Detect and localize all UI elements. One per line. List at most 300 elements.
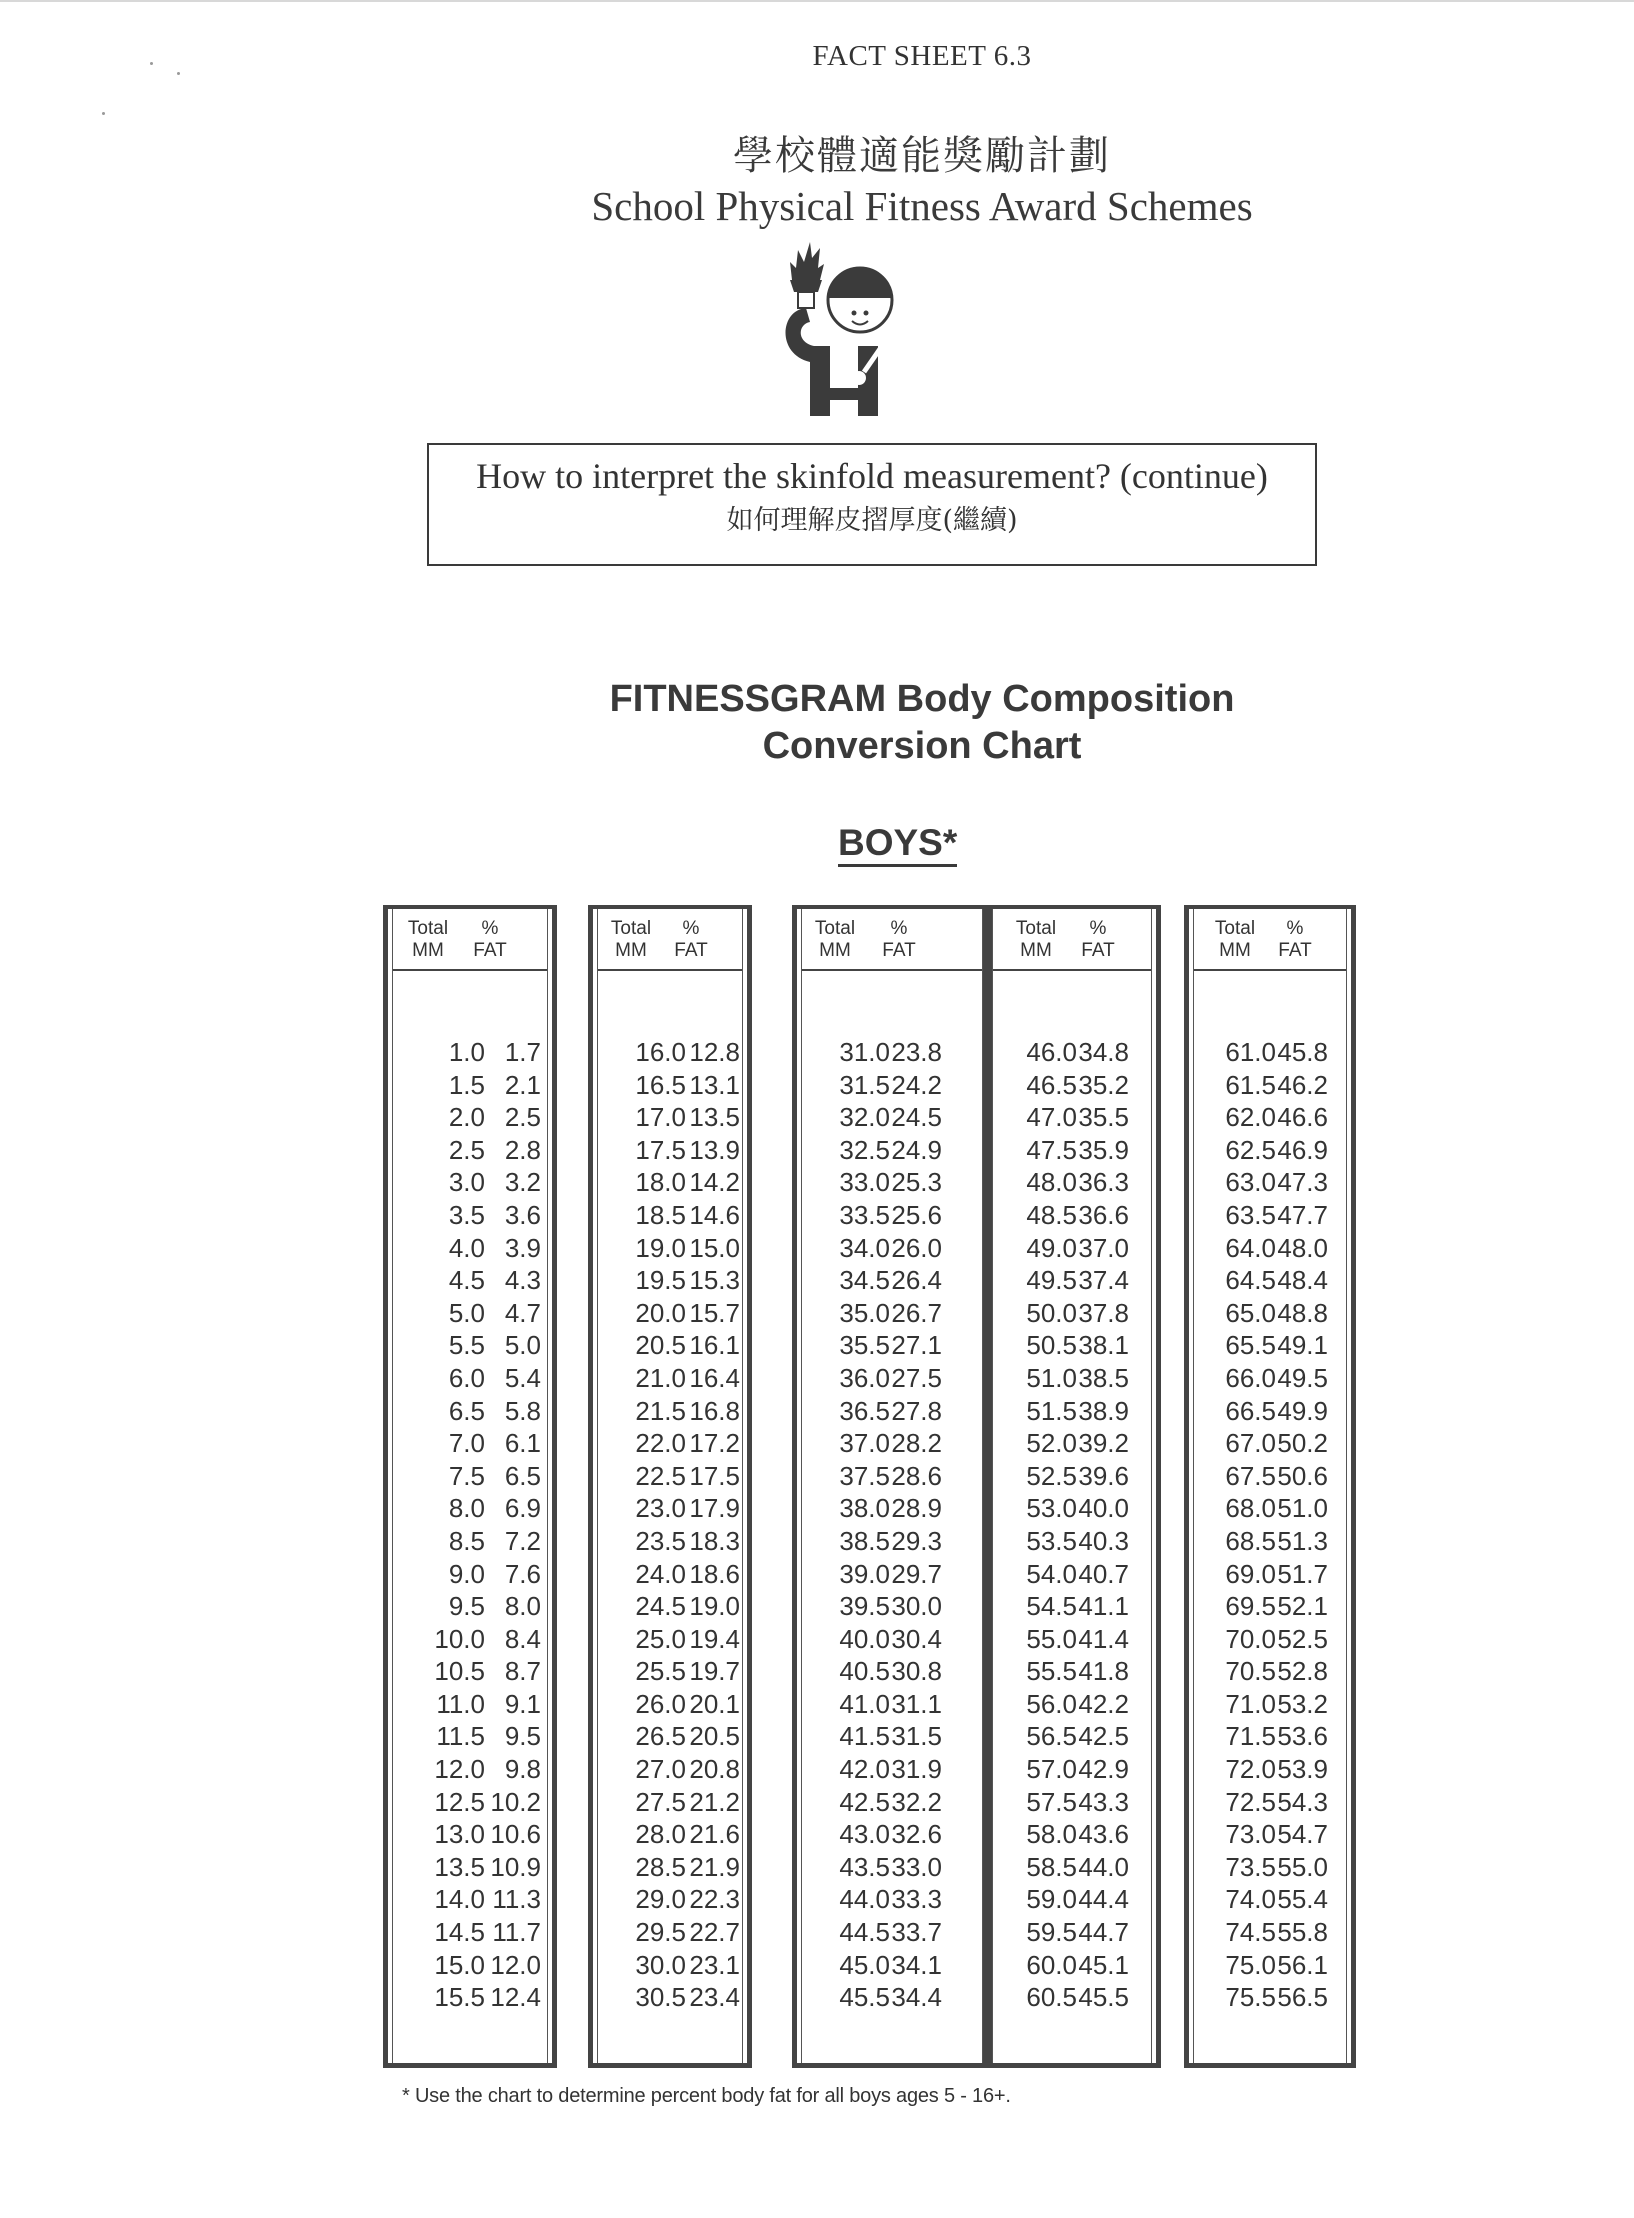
table-row	[993, 1655, 1151, 1688]
total-mm-value: 34.0	[839, 1232, 890, 1263]
table-row	[598, 1166, 742, 1199]
percent-fat-value: 44.4	[1078, 1884, 1129, 1915]
header-total-mm	[1001, 918, 1071, 962]
percent-fat-value: 42.2	[1078, 1688, 1129, 1719]
total-mm-value: 30.0	[635, 1949, 686, 1980]
table-row	[993, 1395, 1151, 1428]
percent-fat-value: 56.1	[1277, 1949, 1328, 1980]
percent-fat-value: 10.2	[490, 1786, 541, 1817]
table-row	[993, 1883, 1151, 1916]
total-mm-value: 58.0	[1026, 1819, 1077, 1850]
group-heading-boys: BOYS*	[838, 822, 957, 867]
percent-fat-value: 8.7	[504, 1656, 541, 1687]
table-row	[598, 1720, 742, 1753]
table-row	[993, 1427, 1151, 1460]
table-row	[802, 1688, 982, 1721]
header-total-label: Total	[814, 918, 856, 939]
percent-fat-value: 31.1	[891, 1688, 942, 1719]
total-mm-value: 5.0	[448, 1297, 485, 1328]
table-row	[393, 1297, 547, 1330]
total-mm-value: 52.0	[1026, 1428, 1077, 1459]
table-row	[1194, 1916, 1346, 1949]
total-mm-value: 4.5	[448, 1265, 485, 1296]
title-english: School Physical Fitness Award Schemes	[591, 183, 1253, 229]
fact-sheet-label: FACT SHEET 6.3	[812, 40, 1032, 72]
header-fat-label: FAT	[1081, 940, 1115, 961]
percent-fat-value: 41.1	[1078, 1591, 1129, 1622]
percent-fat-value: 11.7	[492, 1917, 541, 1948]
percent-fat-value: 16.8	[689, 1395, 740, 1426]
total-mm-value: 8.0	[448, 1493, 485, 1524]
total-mm-value: 53.0	[1026, 1493, 1077, 1524]
total-mm-value: 39.0	[839, 1558, 890, 1589]
total-mm-value: 8.5	[448, 1525, 485, 1556]
percent-fat-value: 40.3	[1078, 1525, 1129, 1556]
header-mm-label: MM	[615, 940, 647, 961]
table-row	[598, 1655, 742, 1688]
table-row	[1194, 1395, 1346, 1428]
total-mm-value: 1.0	[448, 1037, 485, 1067]
total-mm-value: 36.5	[839, 1395, 890, 1426]
total-mm-value: 23.5	[635, 1525, 686, 1556]
percent-fat-value: 37.0	[1078, 1232, 1129, 1263]
table-row	[1194, 1786, 1346, 1819]
total-mm-value: 10.0	[434, 1623, 485, 1654]
table-row	[802, 1949, 982, 1982]
table-row	[598, 1362, 742, 1395]
table-row	[393, 1525, 547, 1558]
table-row	[393, 1753, 547, 1786]
total-mm-value: 36.0	[839, 1362, 890, 1393]
table-row	[1194, 1069, 1346, 1102]
table-row	[993, 1036, 1151, 1069]
total-mm-value: 54.0	[1026, 1558, 1077, 1589]
total-mm-value: 64.5	[1225, 1265, 1276, 1296]
percent-fat-value: 38.1	[1078, 1330, 1129, 1361]
table-row	[598, 1949, 742, 1982]
table-row	[1194, 1655, 1346, 1688]
percent-fat-value: 21.9	[689, 1851, 740, 1882]
percent-fat-value: 55.4	[1277, 1884, 1328, 1915]
question-box	[427, 443, 1317, 566]
total-mm-value: 70.0	[1225, 1623, 1276, 1654]
table-row	[802, 1492, 982, 1525]
table-row	[393, 1883, 547, 1916]
total-mm-value: 10.5	[434, 1656, 485, 1687]
table-row	[598, 1623, 742, 1656]
table-rows	[598, 1036, 742, 2014]
total-mm-value: 68.0	[1225, 1493, 1276, 1524]
table-row	[993, 1329, 1151, 1362]
table-row	[1194, 1720, 1346, 1753]
percent-fat-value: 40.7	[1078, 1558, 1129, 1589]
percent-fat-value: 38.5	[1078, 1362, 1129, 1393]
table-row	[598, 1297, 742, 1330]
table-row	[802, 1232, 982, 1265]
question-english: How to interpret the skinfold measurement? (continue)	[476, 456, 1268, 496]
total-mm-value: 25.5	[635, 1656, 686, 1687]
total-mm-value: 21.5	[635, 1395, 686, 1426]
percent-fat-value: 43.6	[1078, 1819, 1129, 1850]
percent-fat-value: 2.8	[504, 1134, 541, 1165]
percent-fat-value: 44.0	[1078, 1851, 1129, 1882]
table-row	[993, 1558, 1151, 1591]
table-row	[598, 1851, 742, 1884]
total-mm-value: 41.5	[839, 1721, 890, 1752]
table-row	[802, 1395, 982, 1428]
table-row	[802, 1525, 982, 1558]
table-row	[1194, 1232, 1346, 1265]
table-row	[1194, 1949, 1346, 1982]
percent-fat-value: 44.7	[1078, 1917, 1129, 1948]
percent-fat-value: 18.3	[689, 1525, 740, 1556]
header-total-label: Total	[407, 918, 449, 939]
total-mm-value: 37.0	[839, 1428, 890, 1459]
percent-fat-value: 35.5	[1078, 1102, 1129, 1133]
percent-fat-value: 27.5	[891, 1362, 942, 1393]
percent-fat-value: 48.4	[1277, 1265, 1328, 1296]
table-row	[1194, 1101, 1346, 1134]
table-row	[598, 1264, 742, 1297]
table-row	[1194, 1590, 1346, 1623]
table-inner-frame	[597, 909, 743, 2063]
percent-fat-value: 52.5	[1277, 1623, 1328, 1654]
percent-fat-value: 12.0	[490, 1949, 541, 1980]
table-inner-frame	[1193, 909, 1347, 2063]
total-mm-value: 48.0	[1026, 1167, 1077, 1198]
chart-title-line2: Conversion Chart	[762, 725, 1082, 767]
header-percent-fat	[1063, 918, 1133, 962]
total-mm-value: 60.0	[1026, 1949, 1077, 1980]
total-mm-value: 70.5	[1225, 1656, 1276, 1687]
percent-fat-value: 48.0	[1277, 1232, 1328, 1263]
table-row	[393, 1786, 547, 1819]
total-mm-value: 56.5	[1026, 1721, 1077, 1752]
table-row	[993, 1134, 1151, 1167]
percent-fat-value: 23.1	[689, 1949, 740, 1980]
table-row	[393, 1460, 547, 1493]
percent-fat-value: 17.5	[689, 1460, 740, 1491]
total-mm-value: 56.0	[1026, 1688, 1077, 1719]
title-chinese: 學校體適能獎勵計劃	[733, 133, 1111, 179]
percent-fat-value: 20.1	[689, 1688, 740, 1719]
table-row	[393, 1623, 547, 1656]
percent-fat-value: 10.6	[490, 1819, 541, 1850]
percent-fat-value: 34.1	[891, 1949, 942, 1980]
percent-fat-value: 4.3	[504, 1265, 541, 1296]
total-mm-value: 30.5	[635, 1982, 686, 2013]
percent-fat-value: 16.1	[689, 1330, 740, 1361]
total-mm-value: 1.5	[448, 1069, 485, 1100]
total-mm-value: 7.0	[448, 1428, 485, 1459]
total-mm-value: 35.5	[839, 1330, 890, 1361]
percent-fat-value: 28.9	[891, 1493, 942, 1524]
table-row	[1194, 1492, 1346, 1525]
percent-fat-value: 18.6	[689, 1558, 740, 1589]
total-mm-value: 9.5	[448, 1591, 485, 1622]
percent-fat-value: 41.8	[1078, 1656, 1129, 1687]
table-row	[993, 1590, 1151, 1623]
conversion-table-4	[983, 905, 1161, 2068]
table-row	[993, 1949, 1151, 1982]
percent-fat-value: 32.6	[891, 1819, 942, 1850]
table-row	[598, 1525, 742, 1558]
percent-fat-value: 3.2	[504, 1167, 541, 1198]
percent-fat-value: 25.3	[891, 1167, 942, 1198]
percent-fat-value: 36.3	[1078, 1167, 1129, 1198]
table-row	[993, 1264, 1151, 1297]
total-mm-value: 72.0	[1225, 1754, 1276, 1785]
total-mm-value: 42.5	[839, 1786, 890, 1817]
conversion-table-1	[383, 905, 557, 2068]
total-mm-value: 27.5	[635, 1786, 686, 1817]
table-row	[598, 1753, 742, 1786]
table-row	[802, 1460, 982, 1493]
percent-fat-value: 14.2	[689, 1167, 740, 1198]
header-total-mm	[393, 918, 463, 962]
percent-fat-value: 12.4	[490, 1982, 541, 2013]
percent-fat-value: 53.6	[1277, 1721, 1328, 1752]
percent-fat-value: 5.4	[504, 1362, 541, 1393]
total-mm-value: 34.5	[839, 1265, 890, 1296]
table-header	[598, 909, 742, 971]
table-row	[598, 1460, 742, 1493]
table-row	[1194, 1623, 1346, 1656]
total-mm-value: 66.0	[1225, 1362, 1276, 1393]
table-row	[393, 1395, 547, 1428]
percent-fat-value: 46.2	[1277, 1069, 1328, 1100]
header-percent-fat	[455, 918, 525, 962]
table-row	[598, 1232, 742, 1265]
percent-fat-value: 27.1	[891, 1330, 942, 1361]
percent-fat-value: 34.4	[891, 1982, 942, 2013]
percent-fat-value: 7.6	[504, 1558, 541, 1589]
footnote: * Use the chart to determine percent body fat for all boys ages 5 - 16+.	[402, 2085, 1011, 2107]
percent-fat-value: 26.7	[891, 1297, 942, 1328]
table-row	[802, 1134, 982, 1167]
total-mm-value: 2.5	[448, 1134, 485, 1165]
total-mm-value: 16.0	[635, 1037, 686, 1067]
table-row	[1194, 1851, 1346, 1884]
total-mm-value: 44.5	[839, 1917, 890, 1948]
total-mm-value: 5.5	[448, 1330, 485, 1361]
total-mm-value: 38.0	[839, 1493, 890, 1524]
percent-fat-value: 24.9	[891, 1134, 942, 1165]
table-row	[598, 1590, 742, 1623]
table-row	[598, 1329, 742, 1362]
table-row	[393, 1069, 547, 1102]
table-row	[393, 1199, 547, 1232]
table-row	[1194, 1818, 1346, 1851]
header-percent-fat	[864, 918, 934, 962]
header-fat-label: FAT	[882, 940, 916, 961]
total-mm-value: 66.5	[1225, 1395, 1276, 1426]
table-row	[1194, 1525, 1346, 1558]
total-mm-value: 57.5	[1026, 1786, 1077, 1817]
total-mm-value: 46.0	[1026, 1037, 1077, 1067]
page-top-edge	[0, 0, 1634, 2]
table-row	[393, 1232, 547, 1265]
percent-fat-value: 48.8	[1277, 1297, 1328, 1328]
total-mm-value: 44.0	[839, 1884, 890, 1915]
percent-fat-value: 39.6	[1078, 1460, 1129, 1491]
total-mm-value: 49.5	[1026, 1265, 1077, 1296]
percent-fat-value: 31.5	[891, 1721, 942, 1752]
total-mm-value: 46.5	[1026, 1069, 1077, 1100]
header-mm-label: MM	[1219, 940, 1251, 961]
table-row	[802, 1427, 982, 1460]
table-row	[802, 1362, 982, 1395]
percent-fat-value: 21.6	[689, 1819, 740, 1850]
table-row	[1194, 1166, 1346, 1199]
percent-fat-value: 34.8	[1078, 1037, 1129, 1067]
percent-fat-value: 45.1	[1078, 1949, 1129, 1980]
total-mm-value: 74.5	[1225, 1917, 1276, 1948]
table-row	[993, 1492, 1151, 1525]
table-inner-frame	[801, 909, 983, 2063]
total-mm-value: 73.0	[1225, 1819, 1276, 1850]
total-mm-value: 19.5	[635, 1265, 686, 1296]
total-mm-value: 15.0	[434, 1949, 485, 1980]
percent-fat-value: 53.2	[1277, 1688, 1328, 1719]
table-row	[1194, 1427, 1346, 1460]
total-mm-value: 75.5	[1225, 1982, 1276, 2013]
total-mm-value: 12.5	[434, 1786, 485, 1817]
total-mm-value: 29.5	[635, 1917, 686, 1948]
percent-fat-value: 52.1	[1277, 1591, 1328, 1622]
percent-fat-value: 5.8	[504, 1395, 541, 1426]
torch-bearer-mascot-icon	[780, 238, 910, 418]
table-row	[802, 1101, 982, 1134]
percent-fat-value: 25.6	[891, 1199, 942, 1230]
percent-fat-value: 50.6	[1277, 1460, 1328, 1491]
percent-fat-value: 13.1	[689, 1069, 740, 1100]
total-mm-value: 48.5	[1026, 1199, 1077, 1230]
percent-fat-value: 33.3	[891, 1884, 942, 1915]
header-percent-label: %	[1286, 918, 1304, 939]
percent-fat-value: 9.5	[504, 1721, 541, 1752]
total-mm-value: 25.0	[635, 1623, 686, 1654]
percent-fat-value: 6.9	[504, 1493, 541, 1524]
percent-fat-value: 22.3	[689, 1884, 740, 1915]
percent-fat-value: 3.9	[504, 1232, 541, 1263]
percent-fat-value: 14.6	[689, 1199, 740, 1230]
total-mm-value: 43.5	[839, 1851, 890, 1882]
table-row	[598, 1199, 742, 1232]
percent-fat-value: 41.4	[1078, 1623, 1129, 1654]
percent-fat-value: 43.3	[1078, 1786, 1129, 1817]
percent-fat-value: 42.9	[1078, 1754, 1129, 1785]
table-row	[993, 1916, 1151, 1949]
table-row	[598, 1427, 742, 1460]
total-mm-value: 53.5	[1026, 1525, 1077, 1556]
total-mm-value: 45.5	[839, 1982, 890, 2013]
percent-fat-value: 29.7	[891, 1558, 942, 1589]
table-row	[1194, 1981, 1346, 2014]
table-row	[393, 1492, 547, 1525]
header-percent-label: %	[1089, 918, 1107, 939]
percent-fat-value: 8.4	[504, 1623, 541, 1654]
table-inner-frame	[992, 909, 1152, 2063]
total-mm-value: 2.0	[448, 1102, 485, 1133]
header-fat-label: FAT	[473, 940, 507, 961]
total-mm-value: 26.5	[635, 1721, 686, 1752]
total-mm-value: 45.0	[839, 1949, 890, 1980]
percent-fat-value: 9.1	[504, 1688, 541, 1719]
header-mm-label: MM	[1020, 940, 1052, 961]
conversion-table-3	[792, 905, 992, 2068]
percent-fat-value: 24.5	[891, 1102, 942, 1133]
total-mm-value: 55.5	[1026, 1656, 1077, 1687]
percent-fat-value: 20.8	[689, 1754, 740, 1785]
header-total-mm	[800, 918, 870, 962]
conversion-table-2	[588, 905, 752, 2068]
table-row	[393, 1688, 547, 1721]
percent-fat-value: 54.7	[1277, 1819, 1328, 1850]
total-mm-value: 17.5	[635, 1134, 686, 1165]
total-mm-value: 21.0	[635, 1362, 686, 1393]
total-mm-value: 47.0	[1026, 1102, 1077, 1133]
table-row	[393, 1916, 547, 1949]
total-mm-value: 19.0	[635, 1232, 686, 1263]
table-row	[993, 1101, 1151, 1134]
total-mm-value: 58.5	[1026, 1851, 1077, 1882]
header-fat-label: FAT	[674, 940, 708, 961]
total-mm-value: 28.5	[635, 1851, 686, 1882]
header-total-label: Total	[610, 918, 652, 939]
table-row	[598, 1981, 742, 2014]
table-row	[393, 1329, 547, 1362]
percent-fat-value: 45.8	[1277, 1037, 1328, 1067]
table-row	[1194, 1753, 1346, 1786]
percent-fat-value: 28.6	[891, 1460, 942, 1491]
total-mm-value: 63.0	[1225, 1167, 1276, 1198]
table-header	[993, 909, 1151, 971]
percent-fat-value: 53.9	[1277, 1754, 1328, 1785]
total-mm-value: 16.5	[635, 1069, 686, 1100]
percent-fat-value: 35.9	[1078, 1134, 1129, 1165]
percent-fat-value: 28.2	[891, 1428, 942, 1459]
total-mm-value: 49.0	[1026, 1232, 1077, 1263]
table-row	[993, 1981, 1151, 2014]
total-mm-value: 61.0	[1225, 1037, 1276, 1067]
total-mm-value: 73.5	[1225, 1851, 1276, 1882]
table-row	[802, 1590, 982, 1623]
table-row	[598, 1883, 742, 1916]
table-row	[1194, 1264, 1346, 1297]
total-mm-value: 35.0	[839, 1297, 890, 1328]
table-row	[598, 1786, 742, 1819]
total-mm-value: 6.0	[448, 1362, 485, 1393]
table-row	[598, 1688, 742, 1721]
total-mm-value: 65.5	[1225, 1330, 1276, 1361]
table-row	[1194, 1036, 1346, 1069]
table-row	[393, 1981, 547, 2014]
header-percent-fat	[1260, 918, 1330, 962]
percent-fat-value: 17.9	[689, 1493, 740, 1524]
total-mm-value: 28.0	[635, 1819, 686, 1850]
percent-fat-value: 26.0	[891, 1232, 942, 1263]
table-row	[393, 1264, 547, 1297]
table-header	[1194, 909, 1346, 971]
percent-fat-value: 13.5	[689, 1102, 740, 1133]
total-mm-value: 42.0	[839, 1754, 890, 1785]
table-row	[393, 1101, 547, 1134]
total-mm-value: 7.5	[448, 1460, 485, 1491]
table-rows	[1194, 1036, 1346, 2014]
total-mm-value: 11.5	[436, 1721, 485, 1752]
table-row	[802, 1851, 982, 1884]
